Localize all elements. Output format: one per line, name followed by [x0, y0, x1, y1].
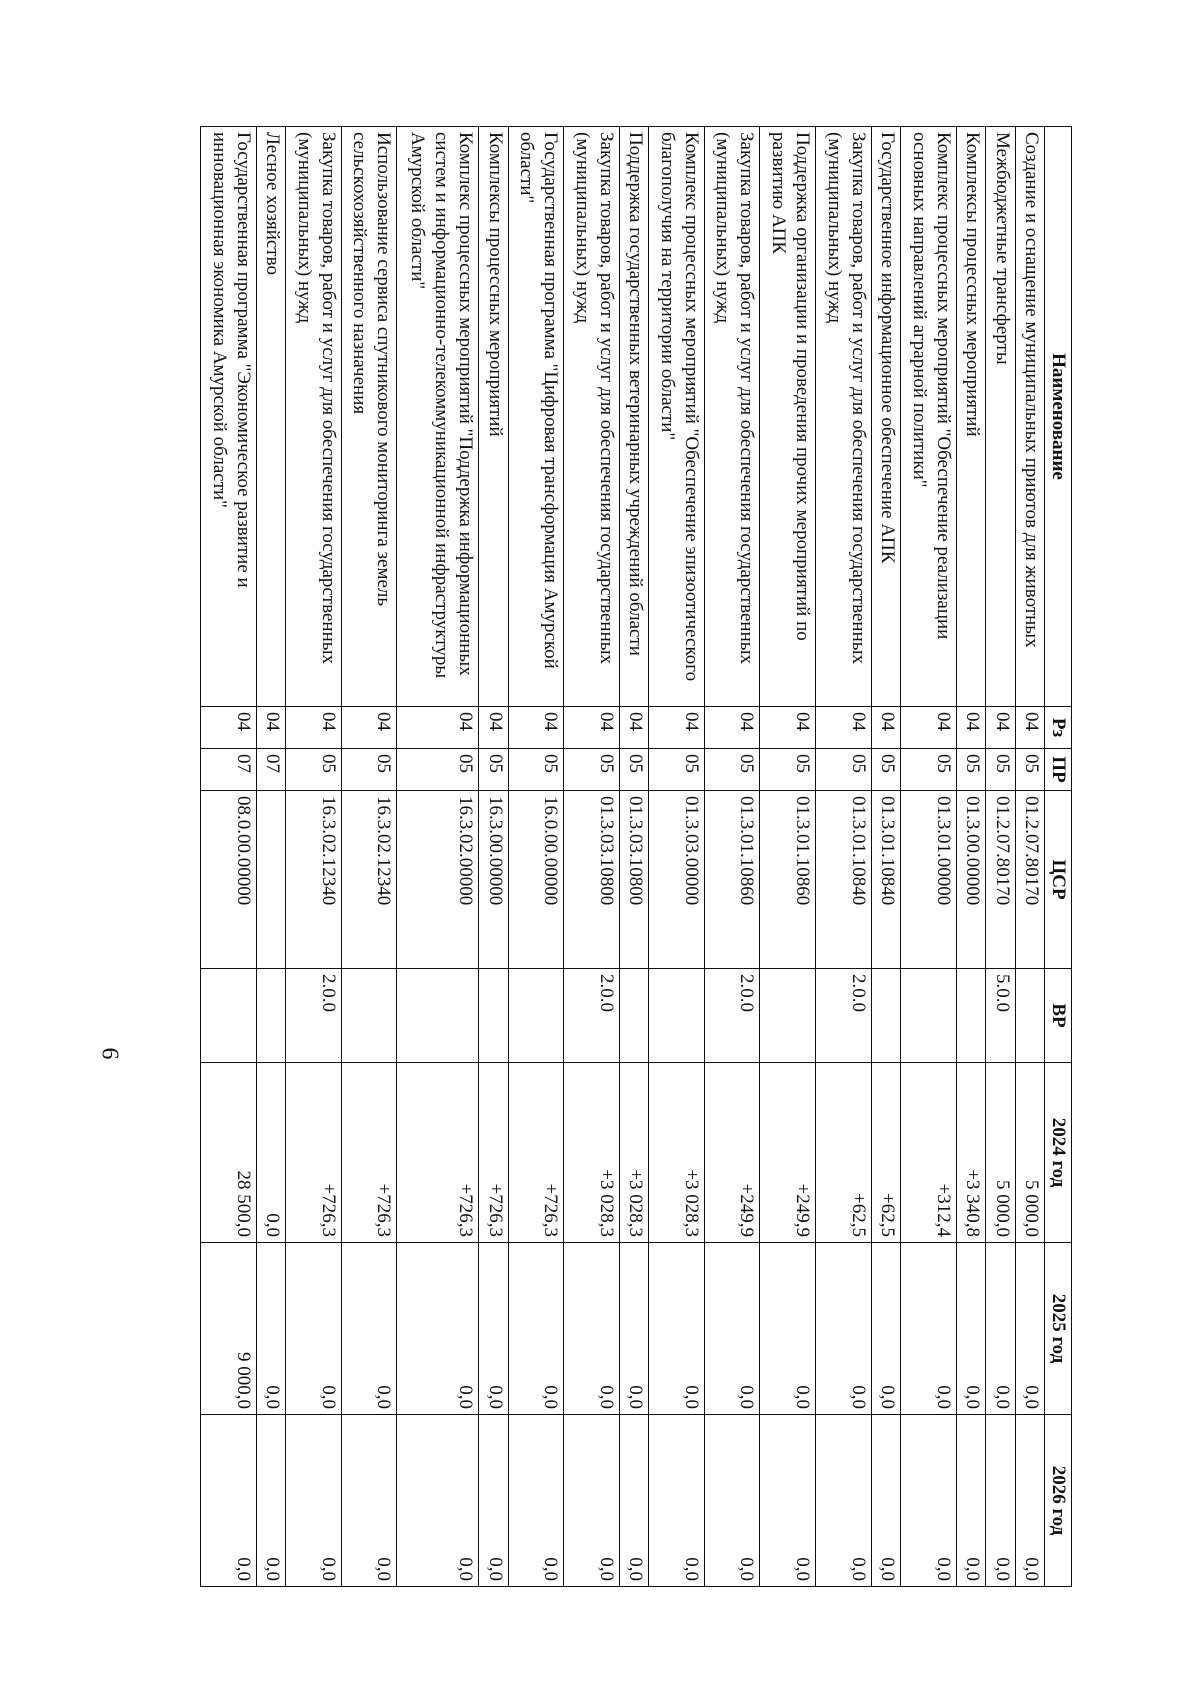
- cell-vr: 2.0.0: [564, 969, 620, 1063]
- cell-2026: 0,0: [956, 1415, 985, 1587]
- cell-vr: [901, 969, 957, 1063]
- cell-pr: 05: [649, 749, 705, 791]
- table-row: [201, 127, 257, 1587]
- header-2024: 2024 год: [1045, 1063, 1072, 1243]
- cell-name: Комплекс процессных мероприятий "Обеспечение эпизоотического благополучия на территории области": [649, 127, 705, 707]
- cell-csr: 01.3.01.10860: [760, 791, 816, 969]
- table-row: [986, 127, 1015, 1587]
- cell-2026: 0,0: [1015, 1415, 1044, 1587]
- cell-csr: 01.3.03.10800: [619, 791, 648, 969]
- cell-2026: 0,0: [479, 1415, 508, 1587]
- table-body: [201, 127, 1045, 1587]
- cell-name: Комплекс процессных мероприятий "Поддержка информационных систем и информационно-телекоммуникационной инфраструктуры Амурской области": [397, 127, 479, 707]
- cell-name: Закупка товаров, работ и услуг для обеспечения государственных (муниципальных) нужд: [704, 127, 760, 707]
- cell-rz: 04: [286, 707, 342, 749]
- cell-vr: [619, 969, 648, 1063]
- cell-rz: 04: [341, 707, 397, 749]
- cell-name: Государственная программа "Цифровая трансформация Амурской области": [508, 127, 564, 707]
- cell-rz: 04: [760, 707, 816, 749]
- cell-vr: [871, 969, 900, 1063]
- cell-pr: 05: [397, 749, 479, 791]
- cell-name: Комплексы процессных мероприятий: [479, 127, 508, 707]
- cell-2026: 0,0: [201, 1415, 257, 1587]
- cell-name: Закупка товаров, работ и услуг для обеспечения государственных (муниципальных) нужд: [816, 127, 872, 707]
- cell-rz: 04: [871, 707, 900, 749]
- cell-pr: 07: [256, 749, 285, 791]
- budget-table: [200, 126, 1072, 1587]
- cell-name: Закупка товаров, работ и услуг для обеспечения государственных (муниципальных) нужд: [286, 127, 342, 707]
- cell-csr: 01.3.03.10800: [564, 791, 620, 969]
- cell-pr: 05: [341, 749, 397, 791]
- cell-vr: [1015, 969, 1044, 1063]
- cell-2024: +3 028,3: [564, 1063, 620, 1243]
- cell-2025: 0,0: [956, 1243, 985, 1415]
- cell-2024: +3 028,3: [619, 1063, 648, 1243]
- cell-vr: [256, 969, 285, 1063]
- cell-name: Государственное информационное обеспечение АПК: [871, 127, 900, 707]
- cell-2025: 0,0: [986, 1243, 1015, 1415]
- cell-2025: 0,0: [508, 1243, 564, 1415]
- cell-2024: +62,5: [816, 1063, 872, 1243]
- table-row: [956, 127, 985, 1587]
- cell-rz: 04: [816, 707, 872, 749]
- cell-rz: 04: [201, 707, 257, 749]
- cell-vr: [760, 969, 816, 1063]
- cell-csr: 01.3.03.00000: [649, 791, 705, 969]
- cell-rz: 04: [619, 707, 648, 749]
- cell-csr: 01.3.00.00000: [956, 791, 985, 969]
- cell-csr: 08.0.00.00000: [201, 791, 257, 969]
- cell-rz: 04: [986, 707, 1015, 749]
- cell-csr: 01.2.07.80170: [1015, 791, 1044, 969]
- header-vr: ВР: [1045, 969, 1072, 1063]
- cell-2025: 9 000,0: [201, 1243, 257, 1415]
- cell-pr: 07: [201, 749, 257, 791]
- table-row: [816, 127, 872, 1587]
- cell-2025: 0,0: [1015, 1243, 1044, 1415]
- cell-csr: [256, 791, 285, 969]
- cell-vr: [649, 969, 705, 1063]
- table-row: [286, 127, 342, 1587]
- cell-2024: 28 500,0: [201, 1063, 257, 1243]
- cell-2025: 0,0: [341, 1243, 397, 1415]
- cell-pr: 05: [286, 749, 342, 791]
- cell-csr: 16.3.02.00000: [397, 791, 479, 969]
- cell-vr: [201, 969, 257, 1063]
- cell-2025: 0,0: [901, 1243, 957, 1415]
- cell-vr: [341, 969, 397, 1063]
- table-row: [871, 127, 900, 1587]
- cell-vr: [479, 969, 508, 1063]
- cell-2024: 0,0: [256, 1063, 285, 1243]
- cell-name: Межбюджетные трансферты: [986, 127, 1015, 707]
- cell-2026: 0,0: [397, 1415, 479, 1587]
- cell-vr: 5.0.0: [986, 969, 1015, 1063]
- cell-2024: 5 000,0: [1015, 1063, 1044, 1243]
- cell-name: Государственная программа "Экономическое развитие и инновационная экономика Амурской области": [201, 127, 257, 707]
- cell-2026: 0,0: [256, 1415, 285, 1587]
- cell-2024: +249,9: [760, 1063, 816, 1243]
- cell-2026: 0,0: [564, 1415, 620, 1587]
- cell-2024: +312,4: [901, 1063, 957, 1243]
- cell-rz: 04: [704, 707, 760, 749]
- cell-rz: 04: [956, 707, 985, 749]
- cell-2024: +726,3: [341, 1063, 397, 1243]
- cell-pr: 05: [479, 749, 508, 791]
- cell-name: Закупка товаров, работ и услуг для обеспечения государственных (муниципальных) нужд: [564, 127, 620, 707]
- cell-name: Поддержка государственных ветеринарных учреждений области: [619, 127, 648, 707]
- cell-2026: 0,0: [871, 1415, 900, 1587]
- table-header-row: [1045, 127, 1072, 1587]
- cell-2025: 0,0: [871, 1243, 900, 1415]
- table-row: [901, 127, 957, 1587]
- table-row: [341, 127, 397, 1587]
- cell-csr: 01.3.01.10840: [816, 791, 872, 969]
- cell-pr: 05: [1015, 749, 1044, 791]
- table-row: [479, 127, 508, 1587]
- cell-2025: 0,0: [564, 1243, 620, 1415]
- cell-2025: 0,0: [649, 1243, 705, 1415]
- cell-name: Создание и оснащение муниципальных приютов для животных: [1015, 127, 1044, 707]
- cell-2024: +3 028,3: [649, 1063, 705, 1243]
- cell-name: Комплекс процессных мероприятий "Обеспечение реализации основных направлений аграрной политики": [901, 127, 957, 707]
- cell-csr: 16.3.02.12340: [341, 791, 397, 969]
- cell-name: Комплексы процессных мероприятий: [956, 127, 985, 707]
- cell-2026: 0,0: [816, 1415, 872, 1587]
- cell-name: Поддержка организации и проведения прочих мероприятий по развитию АПК: [760, 127, 816, 707]
- budget-table-rotated: [200, 126, 1072, 1586]
- table-row: [256, 127, 285, 1587]
- cell-2024: +726,3: [286, 1063, 342, 1243]
- cell-csr: 01.3.01.10860: [704, 791, 760, 969]
- cell-2025: 0,0: [704, 1243, 760, 1415]
- cell-rz: 04: [397, 707, 479, 749]
- header-pr: ПР: [1045, 749, 1072, 791]
- cell-2026: 0,0: [704, 1415, 760, 1587]
- cell-2026: 0,0: [508, 1415, 564, 1587]
- cell-2026: 0,0: [901, 1415, 957, 1587]
- cell-2026: 0,0: [760, 1415, 816, 1587]
- cell-pr: 05: [986, 749, 1015, 791]
- cell-2026: 0,0: [619, 1415, 648, 1587]
- cell-pr: 05: [816, 749, 872, 791]
- table-row: [397, 127, 479, 1587]
- cell-csr: 16.0.00.00000: [508, 791, 564, 969]
- cell-2024: +249,9: [704, 1063, 760, 1243]
- cell-2025: 0,0: [256, 1243, 285, 1415]
- cell-vr: [397, 969, 479, 1063]
- cell-pr: 05: [871, 749, 900, 791]
- cell-2024: +62,5: [871, 1063, 900, 1243]
- cell-vr: 2.0.0: [704, 969, 760, 1063]
- cell-2026: 0,0: [286, 1415, 342, 1587]
- table-row: [704, 127, 760, 1587]
- cell-2026: 0,0: [649, 1415, 705, 1587]
- page-number: 6: [96, 1047, 123, 1060]
- cell-2024: 5 000,0: [986, 1063, 1015, 1243]
- cell-2026: 0,0: [986, 1415, 1015, 1587]
- cell-rz: 04: [564, 707, 620, 749]
- cell-2025: 0,0: [286, 1243, 342, 1415]
- cell-name: Использование сервиса спутникового мониторинга земель сельскохозяйственного назначения: [341, 127, 397, 707]
- cell-2024: +3 340,8: [956, 1063, 985, 1243]
- cell-2025: 0,0: [760, 1243, 816, 1415]
- cell-rz: 04: [479, 707, 508, 749]
- cell-rz: 04: [901, 707, 957, 749]
- cell-vr: [508, 969, 564, 1063]
- header-2026: 2026 год: [1045, 1415, 1072, 1587]
- cell-pr: 05: [619, 749, 648, 791]
- cell-2024: +726,3: [508, 1063, 564, 1243]
- header-2025: 2025 год: [1045, 1243, 1072, 1415]
- cell-csr: 01.3.01.00000: [901, 791, 957, 969]
- cell-2025: 0,0: [397, 1243, 479, 1415]
- cell-rz: 04: [256, 707, 285, 749]
- cell-2024: +726,3: [479, 1063, 508, 1243]
- cell-2024: +726,3: [397, 1063, 479, 1243]
- table-row: [1015, 127, 1044, 1587]
- cell-csr: 01.2.07.80170: [986, 791, 1015, 969]
- cell-pr: 05: [704, 749, 760, 791]
- cell-name: Лесное хозяйство: [256, 127, 285, 707]
- cell-vr: 2.0.0: [816, 969, 872, 1063]
- cell-csr: 16.3.00.00000: [479, 791, 508, 969]
- table-row: [649, 127, 705, 1587]
- cell-csr: 16.3.02.12340: [286, 791, 342, 969]
- cell-rz: 04: [1015, 707, 1044, 749]
- cell-csr: 01.3.01.10840: [871, 791, 900, 969]
- cell-vr: 2.0.0: [286, 969, 342, 1063]
- table-row: [564, 127, 620, 1587]
- header-csr: ЦСР: [1045, 791, 1072, 969]
- cell-rz: 04: [508, 707, 564, 749]
- header-name: Наименование: [1045, 127, 1072, 707]
- cell-2025: 0,0: [479, 1243, 508, 1415]
- table-row: [508, 127, 564, 1587]
- cell-pr: 05: [508, 749, 564, 791]
- cell-pr: 05: [760, 749, 816, 791]
- cell-pr: 05: [901, 749, 957, 791]
- cell-2025: 0,0: [816, 1243, 872, 1415]
- cell-rz: 04: [649, 707, 705, 749]
- cell-pr: 05: [564, 749, 620, 791]
- header-rz: Рз: [1045, 707, 1072, 749]
- cell-vr: [956, 969, 985, 1063]
- table-row: [760, 127, 816, 1587]
- cell-pr: 05: [956, 749, 985, 791]
- cell-2026: 0,0: [341, 1415, 397, 1587]
- cell-2025: 0,0: [619, 1243, 648, 1415]
- table-row: [619, 127, 648, 1587]
